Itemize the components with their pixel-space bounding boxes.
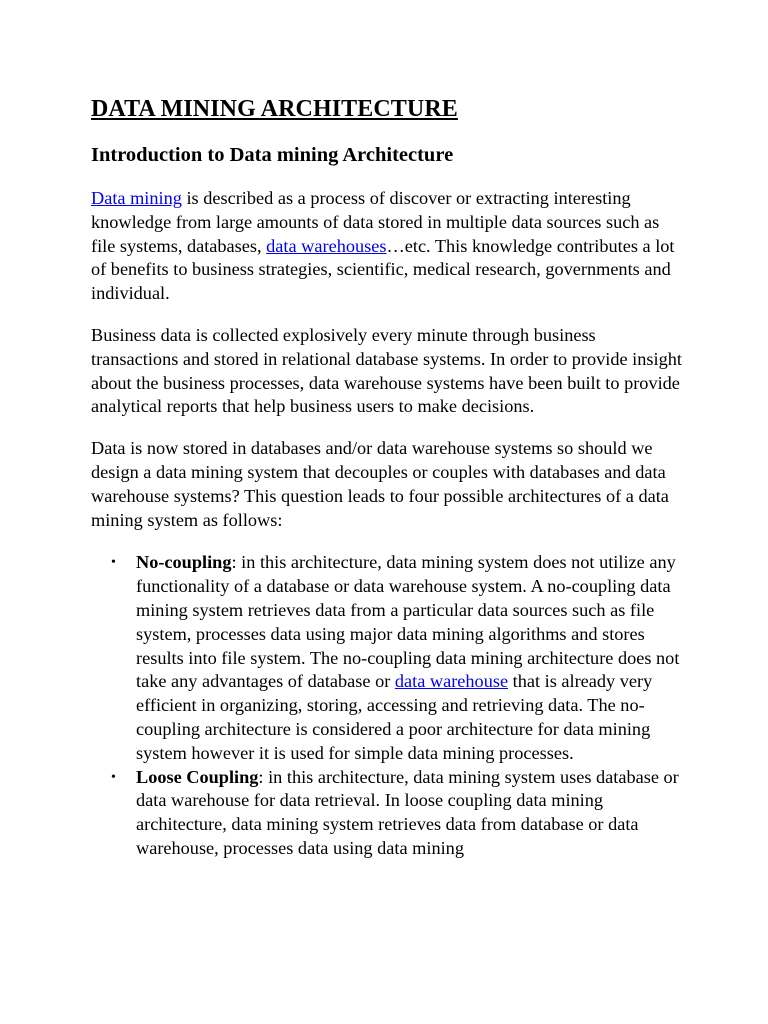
architecture-list: [91, 551, 683, 860]
paragraph-intro: [91, 187, 683, 306]
paragraph-intro-text-1: is described as a process of discover or extracting interesting knowledge from large amounts of data stored in multiple data sources such as file systems, databases,: [91, 188, 660, 256]
term-no-coupling: No-coupling: [136, 552, 232, 573]
section-heading: Introduction to Data mining Architecture: [91, 144, 454, 166]
loose-coupling-text-1: : in this architecture, data mining system uses database or data warehouse for data retrieval. In loose coupling data mining architecture, data mining system retrieves data from database or data warehouse, processes data using data mining: [136, 766, 679, 858]
list-item-loose-coupling: [111, 766, 683, 861]
bullet-icon: •: [111, 555, 116, 571]
term-loose-coupling: Loose Coupling: [136, 766, 259, 787]
paragraph-architectures: Data is now stored in databases and/or data warehouse systems so should we design a data mining system that decouples or couples with databases and data warehouse systems? This question leads to four possible architectures of a data mining system as follows:: [91, 438, 669, 530]
no-coupling-text-1: : in this architecture, data mining system does not utilize any functionality of a database or data warehouse system. A no-coupling data mining system retrieves data from a particular data sources such as file system, processes data using major data mining algorithms and stores results into file system. The no-coupling data mining architecture does not take any advantages of database or: [136, 552, 680, 692]
document-title: DATA MINING ARCHITECTURE: [91, 96, 458, 122]
no-coupling-text-2: that is already very efficient in organizing, storing, accessing and retrieving data. The no-coupling architecture is considered a poor architecture for data mining system however it is used for simple data mining processes.: [136, 671, 653, 763]
bullet-icon: •: [111, 769, 116, 785]
list-item-no-coupling: [111, 551, 683, 765]
paragraph-business-data: Business data is collected explosively every minute through business transactions and stored in relational database systems. In order to provide insight about the business processes, data warehouse systems have been built to provide analytical reports that help business users to make decisions.: [91, 324, 682, 417]
data-mining-link[interactable]: Data mining: [91, 188, 182, 208]
data-warehouses-link[interactable]: data warehouses: [266, 235, 387, 256]
document-page: [91, 93, 683, 861]
paragraph-intro-text-2: …etc. This knowledge contributes a lot of benefits to business strategies, scientific, medical research, governments and individual.: [91, 235, 675, 304]
data-warehouse-link[interactable]: data warehouse: [394, 671, 509, 692]
